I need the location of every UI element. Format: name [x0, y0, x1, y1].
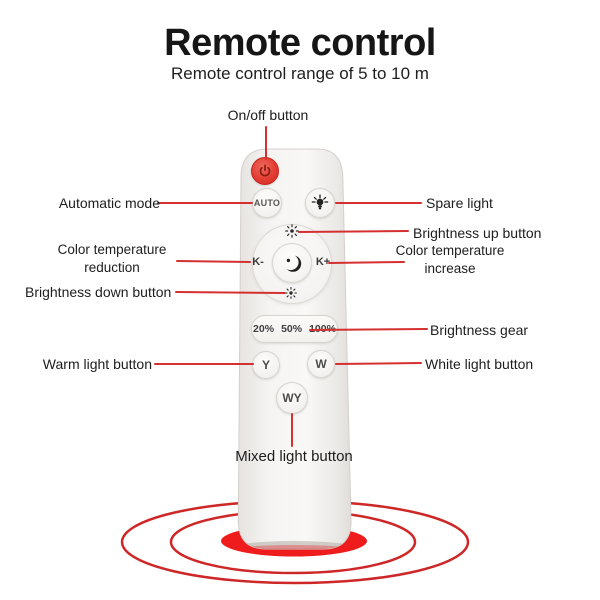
- wy-button-label: WY: [282, 391, 302, 405]
- y-button-label: Y: [261, 358, 270, 372]
- k-plus-label: K+: [315, 256, 331, 268]
- label-brightness-down: Brightness down button: [25, 284, 172, 300]
- label-mixed-light: Mixed light button: [235, 448, 353, 465]
- label-color-temp-increase: Color temperature increase: [395, 243, 505, 276]
- page-subtitle: Remote control range of 5 to 10 m: [171, 64, 429, 83]
- page-title: Remote control: [164, 22, 436, 64]
- label-on-off: On/off button: [227, 107, 309, 123]
- label-brightness-up: Brightness up button: [413, 225, 542, 241]
- auto-button-label: AUTO: [253, 198, 281, 208]
- label-white-light: White light button: [425, 356, 534, 372]
- k-minus-label: K-: [252, 256, 264, 268]
- gear-100-label: 100%: [309, 323, 336, 335]
- w-button-label: W: [315, 357, 327, 371]
- gear-50-label: 50%: [281, 323, 303, 335]
- label-automatic-mode: Automatic mode: [58, 195, 160, 211]
- label-brightness-gear: Brightness gear: [430, 322, 529, 338]
- label-warm-light: Warm light button: [42, 356, 152, 372]
- gear-20-label: 20%: [253, 323, 275, 335]
- label-spare-light: Spare light: [426, 195, 493, 211]
- label-color-temp-reduction: Color temperature reduction: [57, 242, 167, 275]
